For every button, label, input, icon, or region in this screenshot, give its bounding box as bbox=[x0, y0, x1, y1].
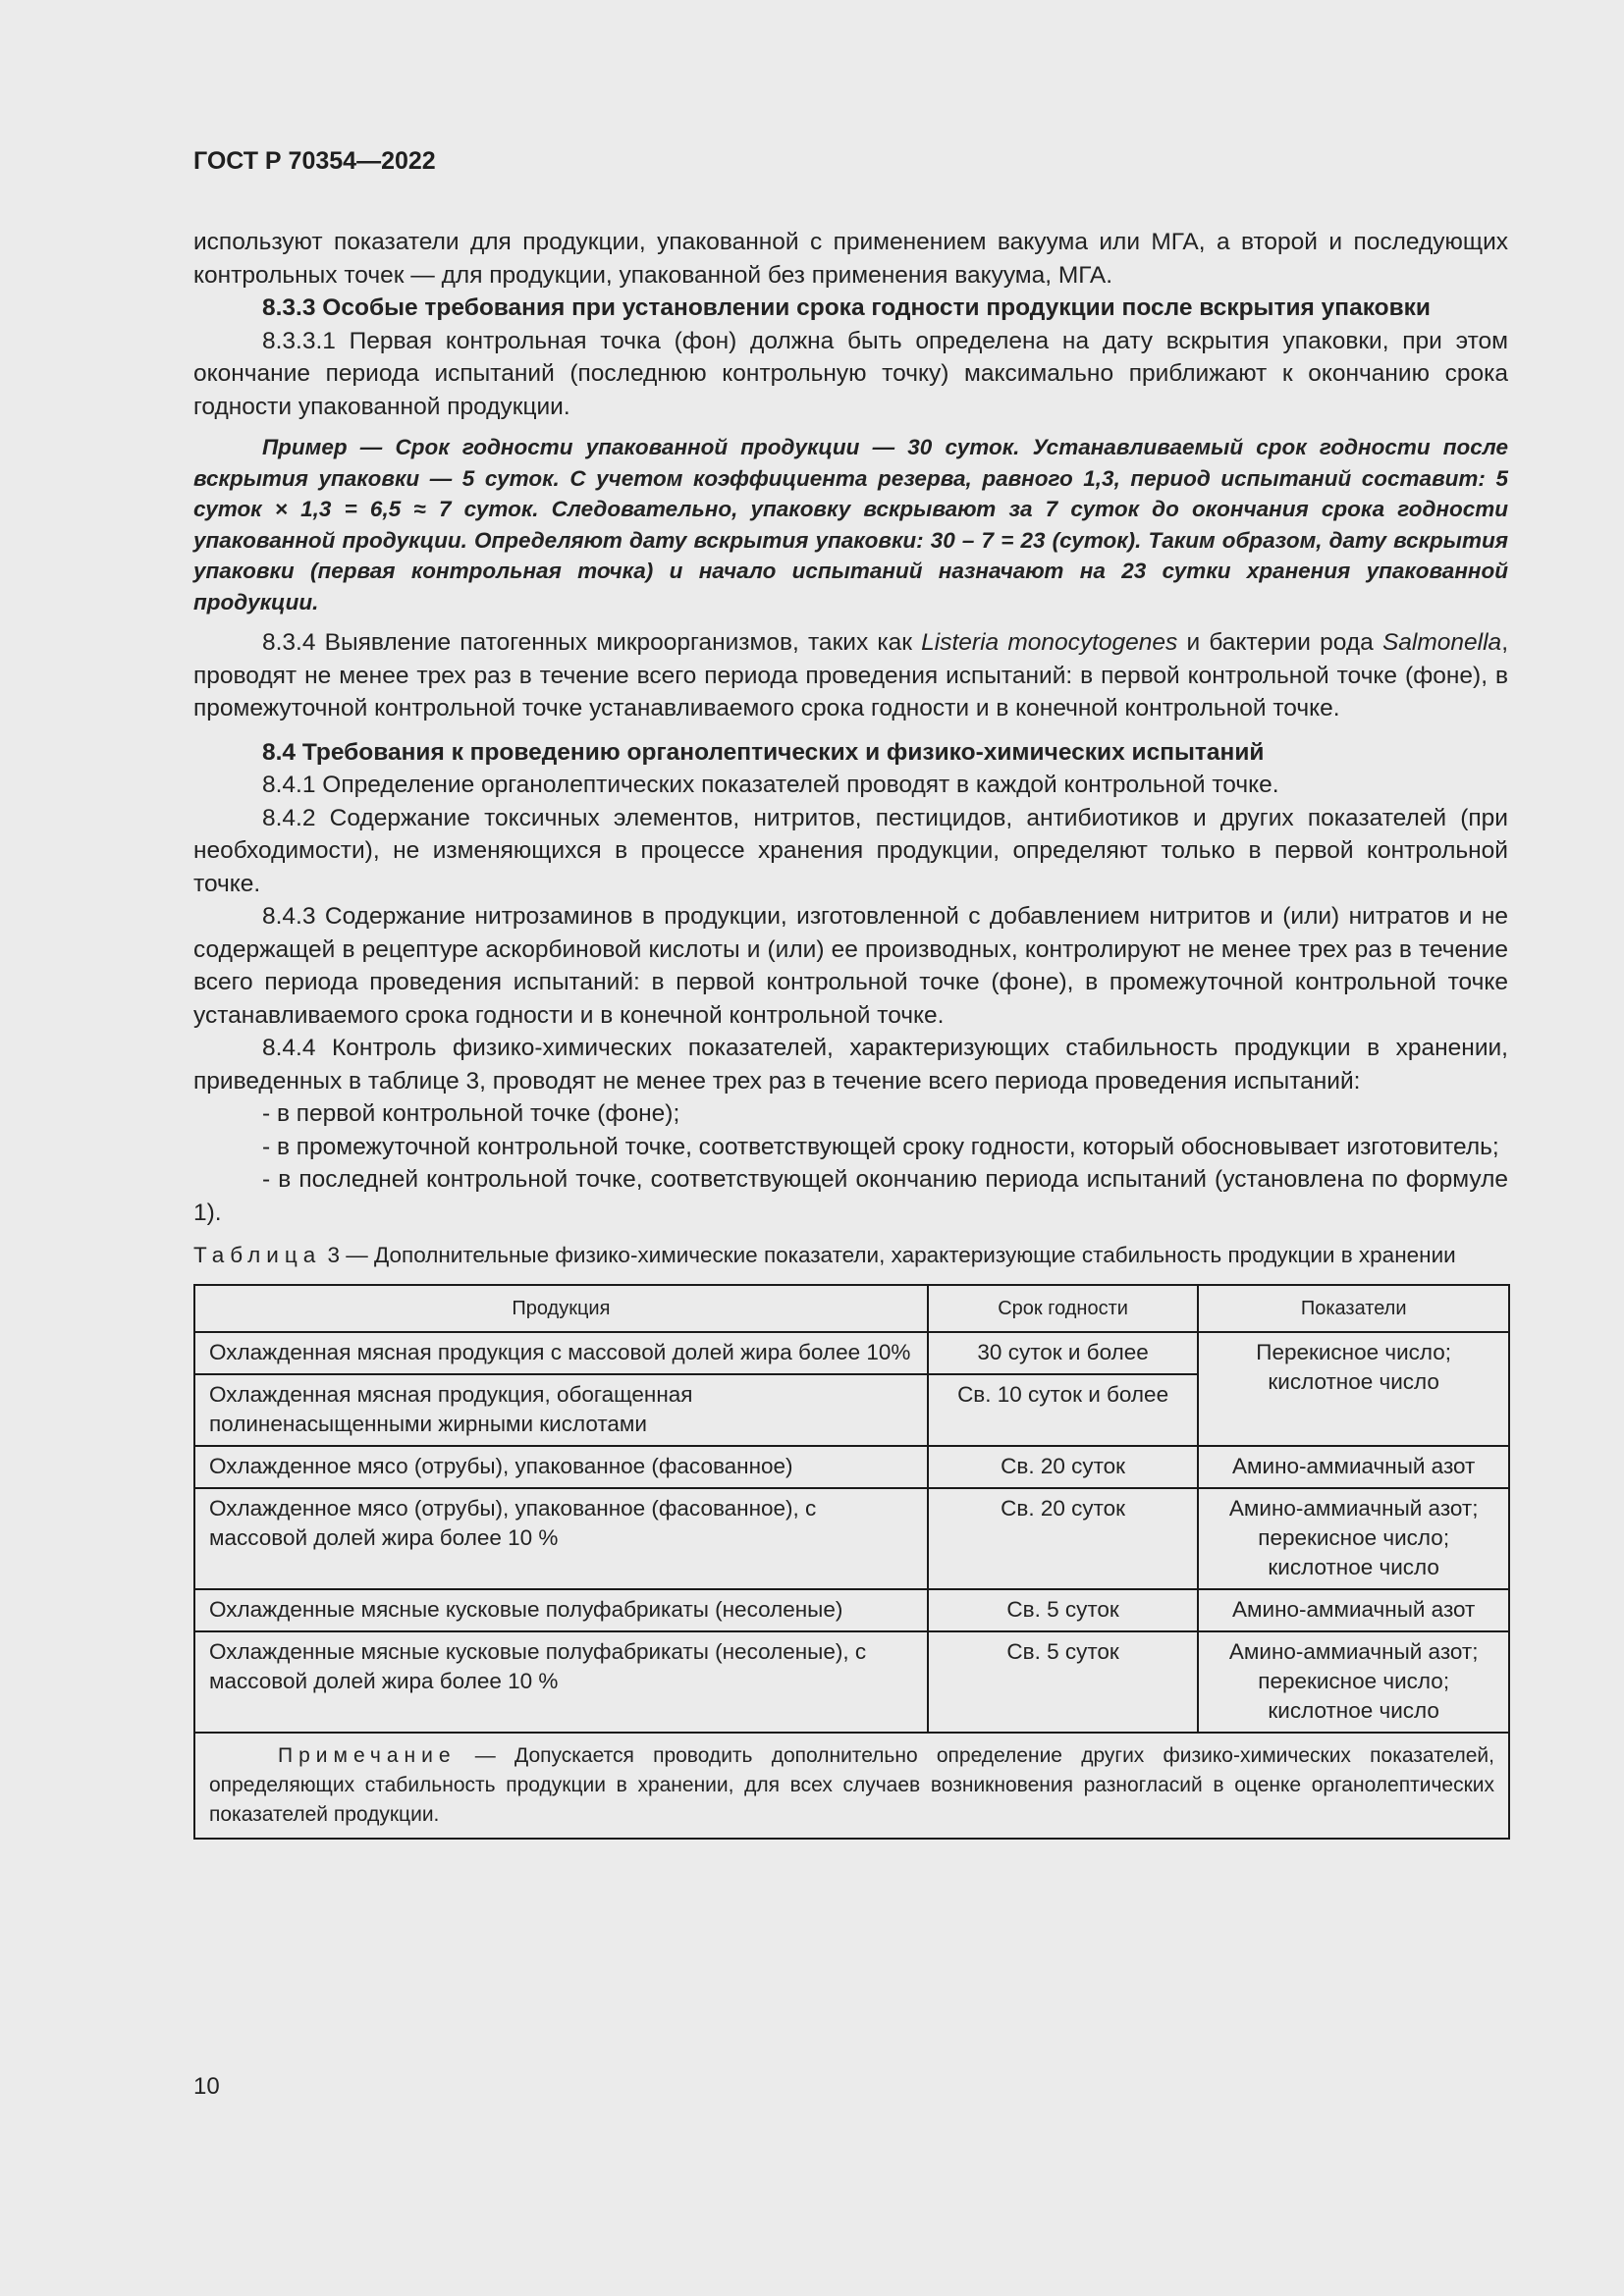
cell-product: Охлажденные мясные кусковые полуфабрикаты (несоленые) bbox=[194, 1589, 928, 1631]
species-name: Listeria monocytogenes bbox=[921, 629, 1178, 656]
page-number: 10 bbox=[193, 2073, 220, 2100]
example-paragraph: Пример — Срок годности упакованной продукции — 30 суток. Устанавливаемый срок годности после вскрытия упаковки — 5 суток. С учетом коэффициента резерва, равного 1,3, период испытаний составит: 5 суток × 1,3 = 6,5 ≈ 7 суток. Следовательно, упаковку вскрывают за 7 суток до окончания срока годности упакованной продукции. Определяют дату вскрытия упаковки: 30 – 7 = 23 (суток). Таким образом, дату вскрытия упаковки (первая контрольная точка) и начало испытаний назначают на 23 сутки хранения упакованной продукции. bbox=[193, 435, 1508, 614]
list-item: - в промежуточной контрольной точке, соответствующей сроку годности, который обосновывает изготовитель; bbox=[262, 1133, 1499, 1160]
table-row bbox=[194, 1631, 1509, 1733]
genus-name: Salmonella bbox=[1381, 629, 1502, 656]
table-note-row bbox=[194, 1733, 1509, 1839]
note-label: Примечание bbox=[278, 1744, 457, 1767]
table-row bbox=[194, 1446, 1509, 1488]
section-heading-8-4: 8.4 Требования к проведению органолептических и физико-химических испытаний bbox=[262, 738, 1265, 766]
text-fragment: и бактерии рода bbox=[1177, 629, 1382, 656]
paragraph-8-3-3-1: 8.3.3.1 Первая контрольная точка (фон) должна быть определена на дату вскрытия упаковки, при этом окончание периода испытаний (последнюю контрольную точку) максимально приближают к окончанию срока годности упакованной продукции. bbox=[193, 327, 1508, 420]
table-row bbox=[194, 1332, 1509, 1374]
cell-indicators: Перекисное число; кислотное число bbox=[1198, 1332, 1509, 1446]
column-header-indicators: Показатели bbox=[1198, 1285, 1509, 1332]
cell-product: Охлажденные мясные кусковые полуфабрикаты (несоленые), с массовой долей жира более 10 % bbox=[194, 1631, 928, 1733]
cell-product: Охлажденная мясная продукция с массовой долей жира более 10% bbox=[194, 1332, 928, 1374]
cell-term: 30 суток и более bbox=[928, 1332, 1199, 1374]
section-heading-8-3-3: 8.3.3 Особые требования при установлении срока годности продукции после вскрытия упаковки bbox=[262, 294, 1431, 321]
cell-term: Св. 10 суток и более bbox=[928, 1374, 1199, 1446]
paragraph-8-4-2: 8.4.2 Содержание токсичных элементов, нитритов, пестицидов, антибиотиков и других показателей (при необходимости), не изменяющихся в процессе хранения продукции, определяют только в первой контрольной точке. bbox=[193, 804, 1508, 897]
cell-indicators: Амино-аммиачный азот; перекисное число; кислотное число bbox=[1198, 1488, 1509, 1589]
paragraph-8-3-4 bbox=[193, 626, 1508, 725]
list-item: - в последней контрольной точке, соответствующей окончанию периода испытаний (установлена по формуле 1). bbox=[193, 1166, 1508, 1226]
column-header-product: Продукция bbox=[194, 1285, 928, 1332]
table-caption-label: Таблица bbox=[193, 1243, 322, 1267]
cell-product: Охлажденная мясная продукция, обогащенная полиненасыщенными жирными кислотами bbox=[194, 1374, 928, 1446]
note-text: — Допускается проводить дополнительно определение других физико-химических показателей, определяющих стабильность продукции в хранении, для всех случаев возникновения разногласий в оценке органолептических показателей продукции. bbox=[209, 1744, 1494, 1826]
paragraph-8-4-1: 8.4.1 Определение органолептических показателей проводят в каждой контрольной точке. bbox=[262, 772, 1279, 798]
text-fragment: 8.3.4 Выявление патогенных микроорганизмов, таких как bbox=[262, 629, 922, 656]
table-header-row bbox=[194, 1285, 1509, 1332]
column-header-term: Срок годности bbox=[928, 1285, 1199, 1332]
table-note bbox=[194, 1733, 1509, 1839]
table-caption-text: 3 — Дополнительные физико-химические показатели, характеризующие стабильность продукции в хранении bbox=[321, 1243, 1456, 1267]
cell-term: Св. 20 суток bbox=[928, 1446, 1199, 1488]
cell-product: Охлажденное мясо (отрубы), упакованное (фасованное) bbox=[194, 1446, 928, 1488]
table-caption bbox=[193, 1240, 1508, 1270]
cell-indicators: Амино-аммиачный азот bbox=[1198, 1589, 1509, 1631]
page-content bbox=[193, 226, 1508, 1840]
list-item: - в первой контрольной точке (фоне); bbox=[262, 1100, 680, 1127]
cell-term: Св. 20 суток bbox=[928, 1488, 1199, 1589]
table-row bbox=[194, 1488, 1509, 1589]
paragraph: используют показатели для продукции, упакованной с применением вакуума или МГА, а второй и последующих контрольных точек — для продукции, упакованной без применения вакуума, МГА. bbox=[193, 229, 1508, 289]
cell-term: Св. 5 суток bbox=[928, 1589, 1199, 1631]
cell-term: Св. 5 суток bbox=[928, 1631, 1199, 1733]
cell-indicators: Амино-аммиачный азот; перекисное число; кислотное число bbox=[1198, 1631, 1509, 1733]
cell-indicators: Амино-аммиачный азот bbox=[1198, 1446, 1509, 1488]
paragraph-8-4-4: 8.4.4 Контроль физико-химических показателей, характеризующих стабильность продукции в хранении, приведенных в таблице 3, проводят не менее трех раз в течение всего периода проведения испытаний: bbox=[193, 1035, 1508, 1095]
cell-product: Охлажденное мясо (отрубы), упакованное (фасованное), с массовой долей жира более 10 % bbox=[194, 1488, 928, 1589]
text-fragment: , проводят не менее трех раз в течение всего периода проведения испытаний: в первой контрольной точке (фоне), в промежуточной контрольной точке устанавливаемого срока годности и в конечной контрольной точке. bbox=[193, 629, 1508, 721]
indicators-table bbox=[193, 1284, 1510, 1840]
paragraph-8-4-3: 8.4.3 Содержание нитрозаминов в продукции, изготовленной с добавлением нитритов и (или) нитратов и не содержащей в рецептуре аскорбиновой кислоты и (или) ее производных, контролируют не менее трех раз в течение всего периода проведения испытаний: в первой контрольной точке (фоне), в промежуточной контрольной точке устанавливаемого срока годности и в конечной контрольной точке. bbox=[193, 903, 1508, 1029]
table-row bbox=[194, 1589, 1509, 1631]
document-header: ГОСТ Р 70354—2022 bbox=[193, 147, 436, 175]
